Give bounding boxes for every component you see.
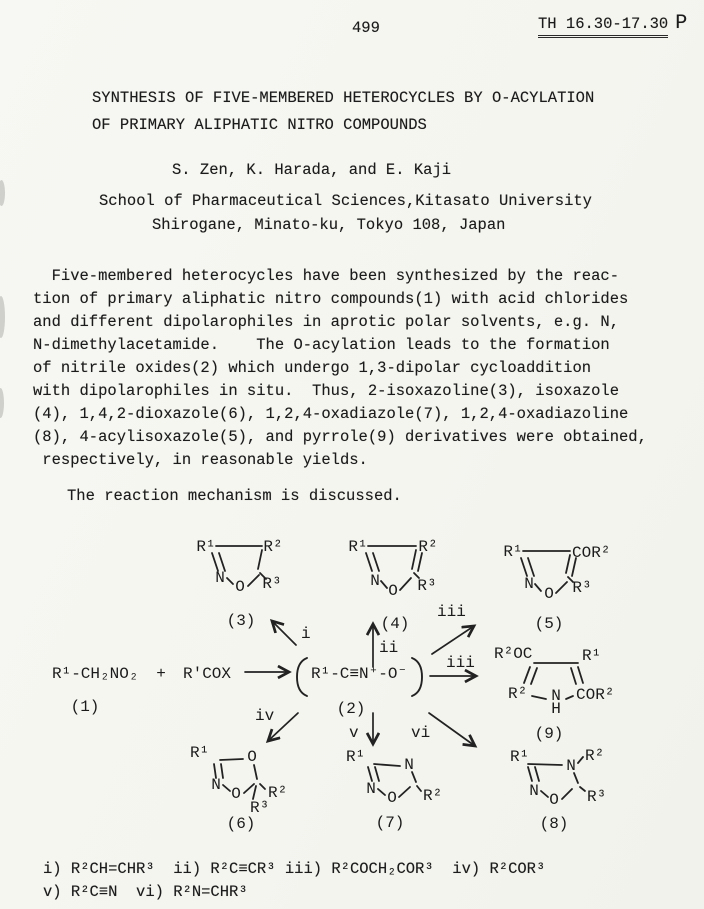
footnote-line1: i) R²CH=CHR³ ii) R²C≡CR³ iii) R²COCH₂COR³ iv) R²COR³	[43, 860, 546, 878]
compound-label-6: (6)	[226, 815, 256, 833]
substituent-r1: R¹	[196, 538, 216, 556]
substituent-r3: R³	[572, 579, 592, 597]
substituent-r2: R²	[268, 784, 288, 802]
atom-n: N	[215, 569, 225, 587]
compound-label-8: (8)	[539, 815, 569, 833]
compound-label-1: (1)	[70, 698, 100, 716]
substituent-r3: R³	[587, 788, 607, 806]
bracket-left	[297, 658, 307, 696]
plus-sign: +	[156, 665, 166, 683]
arrow-label-vi: vi	[411, 724, 431, 742]
compound-label-4: (4)	[380, 615, 410, 633]
substituent-r2: R²	[508, 685, 528, 703]
substituent-r2oc: R²OC	[494, 645, 533, 663]
abstract-line: N-dimethylacetamide. The O-acylation leads to the formation	[33, 336, 610, 354]
structure-8-oxadiazoline	[510, 747, 606, 833]
session-suffix: P	[675, 12, 688, 35]
arrow-label-ii: ii	[379, 639, 399, 657]
arrow-label-iii-lower: iii	[446, 654, 475, 672]
reactant-formula: R¹-CH₂NO₂	[52, 665, 139, 683]
substituent-r1: R¹	[510, 748, 530, 766]
substituent-r1: R¹	[503, 543, 523, 561]
abstract-line: tion of primary aliphatic nitro compounds(1) with acid chlorides	[33, 290, 629, 308]
atom-h: H	[551, 700, 561, 718]
atom-o: O	[247, 748, 257, 766]
structure-5-4-acylisoxazole	[503, 543, 610, 633]
structure-6-dioxazole	[190, 744, 287, 833]
abstract-line: of nitrile oxides(2) which undergo 1,3-dipolar cycloaddition	[33, 359, 592, 377]
acylating-agent-formula: R'COX	[183, 665, 232, 683]
arrow-label-iv: iv	[255, 707, 275, 725]
structure-9-pyrrole	[494, 645, 614, 743]
atom-n: N	[529, 782, 539, 800]
affiliation-line2: Shirogane, Minato-ku, Tokyo 108, Japan	[152, 216, 506, 234]
substituent-r2: R²	[585, 747, 605, 765]
atom-o: O	[544, 585, 554, 603]
atom-n: N	[370, 572, 380, 590]
substituent-r3: R³	[262, 575, 282, 593]
page-title-line1: SYNTHESIS OF FIVE-MEMBERED HETEROCYCLES BY O-ACYLATION	[92, 89, 595, 107]
substituent-r1: R¹	[190, 744, 210, 762]
authors: S. Zen, K. Harada, and E. Kaji	[172, 161, 452, 179]
substituent-r3: R³	[417, 577, 437, 595]
structure-7-oxadiazole	[346, 748, 442, 832]
substituent-cor2: COR²	[576, 686, 615, 704]
atom-n: N	[404, 756, 414, 774]
arrow-label-iii-upper: iii	[437, 603, 466, 621]
affiliation-line1: School of Pharmaceutical Sciences,Kitasato University	[99, 192, 592, 210]
abstract-line: Five-membered heterocycles have been synthesized by the reac-	[33, 267, 619, 285]
bracket-right	[412, 658, 422, 696]
arrow-i	[272, 621, 296, 645]
substituent-r2: R²	[263, 538, 283, 556]
atom-o: O	[235, 578, 245, 596]
substituent-r1: R¹	[348, 538, 368, 556]
substituent-r2: R²	[418, 538, 438, 556]
abstract-line: (8), 4-acylisoxazole(5), and pyrrole(9) derivatives were obtained,	[33, 428, 647, 446]
substituent-cor2: COR²	[572, 544, 611, 562]
abstract-line: respectively, in reasonable yields.	[33, 451, 368, 469]
arrow-vi	[429, 713, 475, 746]
substituent-r1: R¹	[346, 748, 366, 766]
footnote-line2: v) R²C≡N vi) R²N=CHR³	[43, 883, 248, 901]
atom-n: N	[366, 780, 376, 798]
session-code: TH 16.30-17.30	[538, 15, 668, 38]
atom-o: O	[549, 791, 559, 809]
substituent-r1: R¹	[582, 647, 602, 665]
abstract-line: with dipolarophiles in situ. Thus, 2-isoxazoline(3), isoxazole	[33, 382, 619, 400]
structure-3-2-isoxazoline	[196, 538, 282, 630]
substituent-r3: R³	[250, 799, 270, 817]
substituent-r2: R²	[423, 787, 443, 805]
atom-n: N	[566, 757, 576, 775]
compound-label-7: (7)	[375, 814, 405, 832]
atom-o: O	[388, 582, 398, 600]
page-title-line2: OF PRIMARY ALIPHATIC NITRO COMPOUNDS	[92, 116, 427, 134]
arrow-label-i: i	[301, 625, 311, 643]
abstract-paragraph2: The reaction mechanism is discussed.	[67, 487, 402, 505]
structure-4-isoxazole	[348, 538, 437, 633]
compound-label-9: (9)	[534, 725, 564, 743]
abstract-line: and different dipolarophiles in aprotic polar solvents, e.g. N,	[33, 313, 619, 331]
arrow-label-v: v	[349, 724, 359, 742]
atom-n: N	[524, 575, 534, 593]
compound-label-2: (2)	[336, 700, 366, 718]
page-number: 499	[352, 19, 380, 37]
intermediate-formula: R¹-C≡N⁺-O⁻	[311, 665, 408, 683]
arrow-iii-upper	[432, 626, 474, 654]
compound-label-5: (5)	[534, 615, 564, 633]
compound-label-3: (3)	[226, 612, 256, 630]
atom-o: O	[387, 789, 397, 807]
atom-n: N	[551, 687, 561, 705]
abstract-line: (4), 1,4,2-dioxazole(6), 1,2,4-oxadiazole(7), 1,2,4-oxadiazoline	[33, 405, 629, 423]
atom-o: O	[231, 785, 241, 803]
atom-n: N	[211, 776, 221, 794]
